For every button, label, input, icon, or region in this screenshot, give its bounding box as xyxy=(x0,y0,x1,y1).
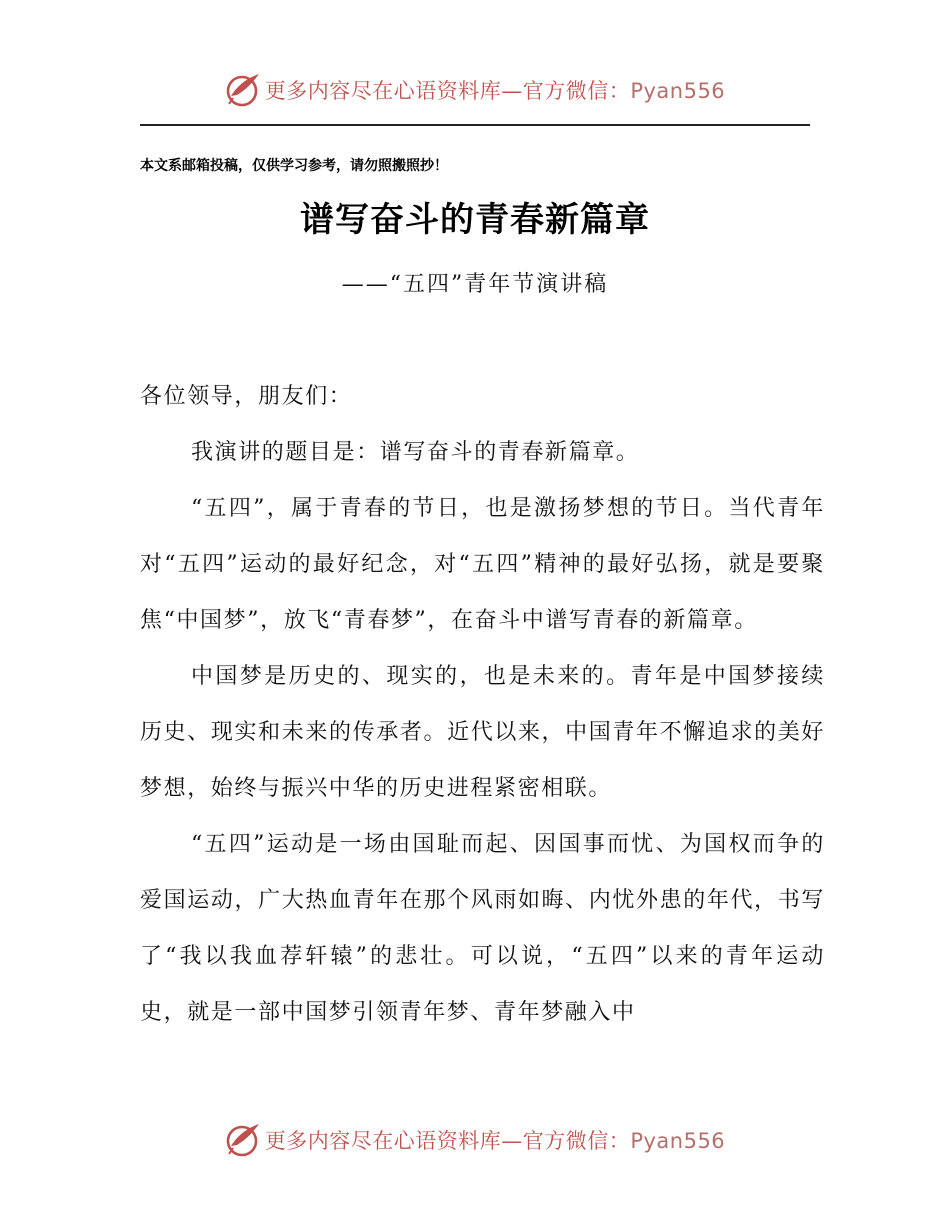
page-title: 谱写奋斗的青春新篇章 xyxy=(300,200,650,240)
footer-banner xyxy=(0,1120,950,1160)
header-divider xyxy=(140,124,810,126)
wechat-id: Pyan556 xyxy=(630,79,726,103)
page-subtitle: ——“五四”青年节演讲稿 xyxy=(341,272,609,297)
header-banner-text: 更多内容尽在心语资料库—官方微信：Pyan556 xyxy=(264,79,726,103)
paragraph: “五四”，属于青春的节日，也是激扬梦想的节日。当代青年对“五四”运动的最好纪念，对“五四”精神的最好弘扬，就是要聚焦“中国梦”，放飞“青春梦”，在奋斗中谱写青春的新篇章。 xyxy=(140,496,825,633)
quill-pen-logo-icon xyxy=(225,1122,261,1158)
header-banner xyxy=(0,70,950,110)
paragraph: “五四”运动是一场由国耻而起、因国事而忧、为国权而争的爱国运动，广大热血青年在那个风雨如晦、内忧外患的年代，书写了“我以我血荐轩辕”的悲壮。可以说，“五四”以来的青年运动史，就是一部中国梦引领青年梦、青年梦融入中 xyxy=(140,832,825,1025)
submission-notice: 本文系邮箱投稿，仅供学习参考，请勿照搬照抄！ xyxy=(140,158,448,174)
wechat-id: Pyan556 xyxy=(630,1129,726,1153)
speech-body xyxy=(140,369,825,1041)
paragraph: 我演讲的题目是：谱写奋斗的青春新篇章。 xyxy=(191,440,640,465)
paragraph: 中国梦是历史的、现实的，也是未来的。青年是中国梦接续历史、现实和未来的传承者。近代以来，中国青年不懈追求的美好梦想，始终与振兴中华的历史进程紧密相联。 xyxy=(140,664,825,801)
quill-pen-logo-icon xyxy=(225,72,261,108)
greeting: 各位领导，朋友们： xyxy=(140,384,353,409)
footer-banner-text: 更多内容尽在心语资料库—官方微信：Pyan556 xyxy=(264,1129,726,1153)
